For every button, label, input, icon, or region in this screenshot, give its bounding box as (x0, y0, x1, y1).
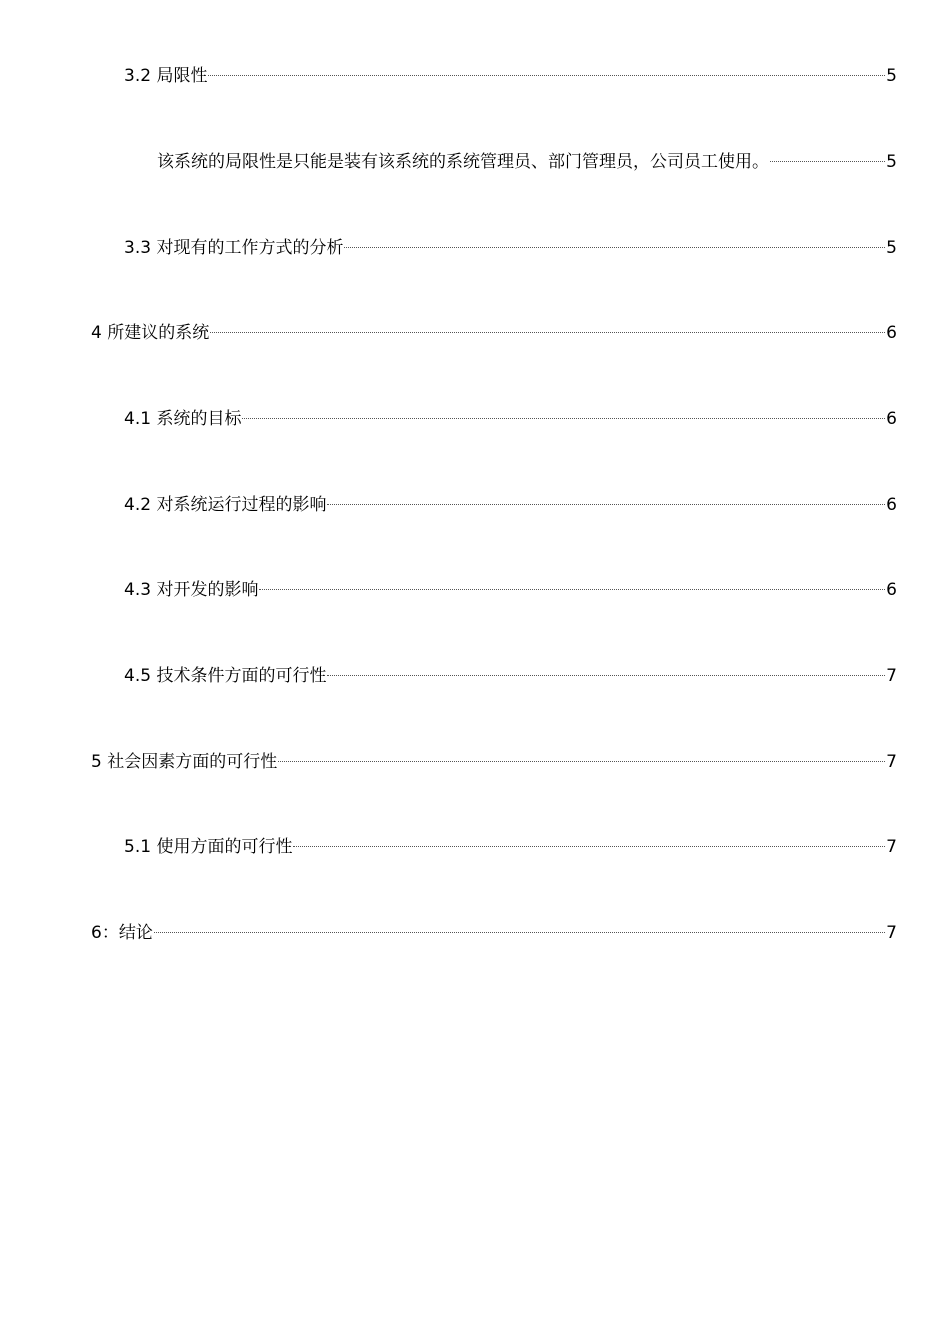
toc-dot-leader (208, 58, 885, 76)
toc-entry[interactable] (157, 149, 897, 173)
toc-entry-title: 4.5 技术条件方面的可行性 (124, 666, 327, 686)
toc-entry-title: 4.3 对开发的影响 (124, 580, 259, 600)
toc-dot-leader (259, 572, 885, 590)
toc-dot-leader (154, 915, 885, 933)
toc-entry-page: 6 (886, 323, 897, 343)
toc-entry-page: 7 (886, 923, 897, 943)
toc-dot-leader (242, 401, 885, 419)
toc-entry[interactable] (91, 920, 897, 944)
toc-entry-title: 5 社会因素方面的可行性 (91, 752, 278, 772)
toc-entry[interactable] (124, 235, 897, 259)
toc-entry-title: 5.1 使用方面的可行性 (124, 837, 293, 857)
toc-entry[interactable] (124, 663, 897, 687)
toc-dot-leader (770, 144, 885, 162)
toc-entry-page: 5 (886, 66, 897, 86)
toc-entry-title: 3.2 局限性 (124, 66, 208, 86)
toc-entry-page: 7 (886, 752, 897, 772)
toc-entry-title: 4 所建议的系统 (91, 323, 210, 343)
toc-entry-page: 7 (886, 666, 897, 686)
toc-entry-page: 6 (886, 409, 897, 429)
toc-entry-page: 6 (886, 495, 897, 515)
toc-dot-leader (344, 230, 885, 248)
toc-entry-title: 6：结论 (91, 923, 153, 943)
toc-entry[interactable] (91, 320, 897, 344)
toc-entry-title: 3.3 对现有的工作方式的分析 (124, 238, 344, 258)
toc-entry-title: 4.2 对系统运行过程的影响 (124, 495, 327, 515)
toc-entry-page: 7 (886, 837, 897, 857)
toc-entry[interactable] (124, 834, 897, 858)
toc-entry-title: 该系统的局限性是只能是装有该系统的系统管理员、部门管理员，公司员工使用。 (157, 152, 769, 172)
toc-entry[interactable] (124, 492, 897, 516)
toc-dot-leader (293, 829, 885, 847)
toc-dot-leader (327, 487, 885, 505)
toc-entry-page: 6 (886, 580, 897, 600)
toc-dot-leader (278, 744, 885, 762)
toc-entry[interactable] (91, 749, 897, 773)
toc-dot-leader (327, 658, 885, 676)
toc-dot-leader (210, 315, 885, 333)
toc-entry-page: 5 (886, 152, 897, 172)
toc-entry-page: 5 (886, 238, 897, 258)
toc-entry[interactable] (124, 63, 897, 87)
toc-entry[interactable] (124, 577, 897, 601)
toc-entry[interactable] (124, 406, 897, 430)
toc-entry-title: 4.1 系统的目标 (124, 409, 242, 429)
